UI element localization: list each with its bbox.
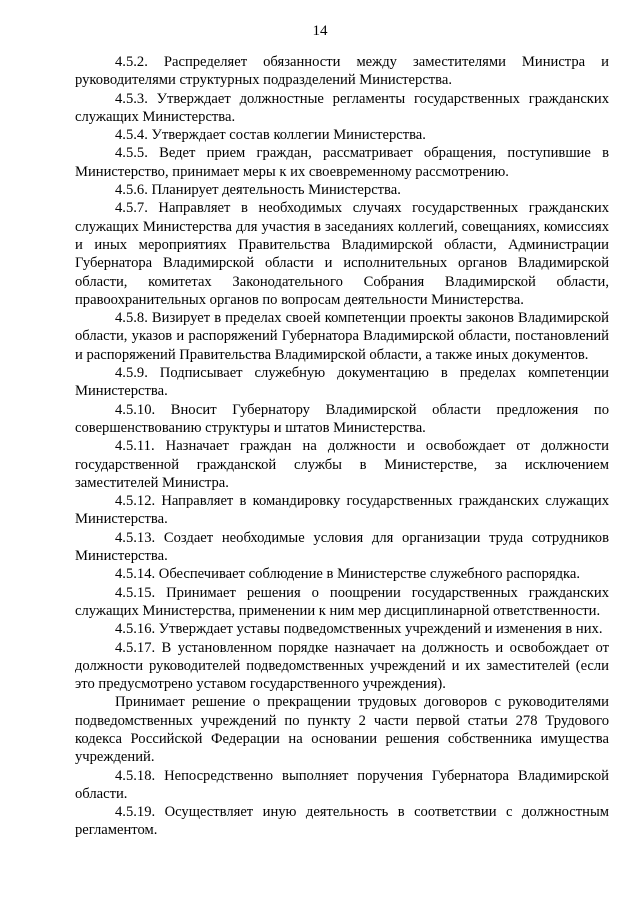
paragraph-4-5-19: 4.5.19. Осуществляет иную деятельность в соответствии с должностным регламентом. <box>75 804 609 839</box>
paragraph-4-5-3: 4.5.3. Утверждает должностные регламенты государственных гражданских служащих Министерства. <box>75 90 609 125</box>
paragraph-4-5-17-continued: Принимает решение о прекращении трудовых договоров с руководителями подведомственных учреждений по пункту 2 части первой статьи 278 Трудового кодекса Российской Федерации на основании решения собственника имущества учреждений. <box>75 694 609 766</box>
paragraph-4-5-12: 4.5.12. Направляет в командировку государственных гражданских служащих Министерства. <box>75 493 609 528</box>
paragraph-4-5-17: 4.5.17. В установленном порядке назначает на должность и освобождает от должности руководителей подведомственных учреждений и их заместителей (если это предусмотрено уставом государственного учреждения). <box>75 639 609 693</box>
paragraph-4-5-5: 4.5.5. Ведет прием граждан, рассматривает обращения, поступившие в Министерство, принимает меры к их своевременному рассмотрению. <box>75 145 609 180</box>
document-body <box>75 53 609 840</box>
paragraph-4-5-15: 4.5.15. Принимает решения о поощрении государственных гражданских служащих Министерства, применении к ним мер дисциплинарной ответственности. <box>75 584 609 619</box>
paragraph-4-5-14: 4.5.14. Обеспечивает соблюдение в Министерстве служебного распорядка. <box>115 566 581 583</box>
paragraph-4-5-11: 4.5.11. Назначает граждан на должности и освобождает от должности государственной гражданской службы в Министерстве, за исключением заместителей Министра. <box>75 438 609 491</box>
paragraph-4-5-2: 4.5.2. Распределяет обязанности между заместителями Министра и руководителями структурных подразделений Министерства. <box>75 54 609 89</box>
paragraph-4-5-7: 4.5.7. Направляет в необходимых случаях государственных гражданских служащих Министерства для участия в заседаниях коллегий, совещаниях, комиссиях и иных мероприятиях Правительства Владимирской области, Администрации Губернатора Владимирской области и исполнительных органов Владимирской области, комитетах Законодательного Собрания Владимирской области, правоохранительных органов по вопросам деятельности Министерства. <box>75 200 609 308</box>
paragraph-4-5-18: 4.5.18. Непосредственно выполняет поручения Губернатора Владимирской области. <box>75 767 609 802</box>
paragraph-4-5-4: 4.5.4. Утверждает состав коллегии Министерства. <box>115 127 426 144</box>
paragraph-4-5-13: 4.5.13. Создает необходимые условия для организации труда сотрудников Министерства. <box>75 529 609 565</box>
page-number: 14 <box>312 23 328 39</box>
paragraph-4-5-10: 4.5.10. Вносит Губернатору Владимирской области предложения по совершенствованию структуры и штатов Министерства. <box>75 401 609 436</box>
paragraph-4-5-9: 4.5.9. Подписывает служебную документацию в пределах компетенции Министерства. <box>75 365 609 400</box>
paragraph-4-5-8: 4.5.8. Визирует в пределах своей компетенции проекты законов Владимирской области, указов и распоряжений Губернатора Владимирской области, постановлений и распоряжений Правительства Владимирской области, а также иных документов. <box>75 310 609 363</box>
paragraph-4-5-16: 4.5.16. Утверждает уставы подведомственных учреждений и изменения в них. <box>115 621 603 638</box>
paragraph-4-5-6: 4.5.6. Планирует деятельность Министерства. <box>115 182 401 199</box>
